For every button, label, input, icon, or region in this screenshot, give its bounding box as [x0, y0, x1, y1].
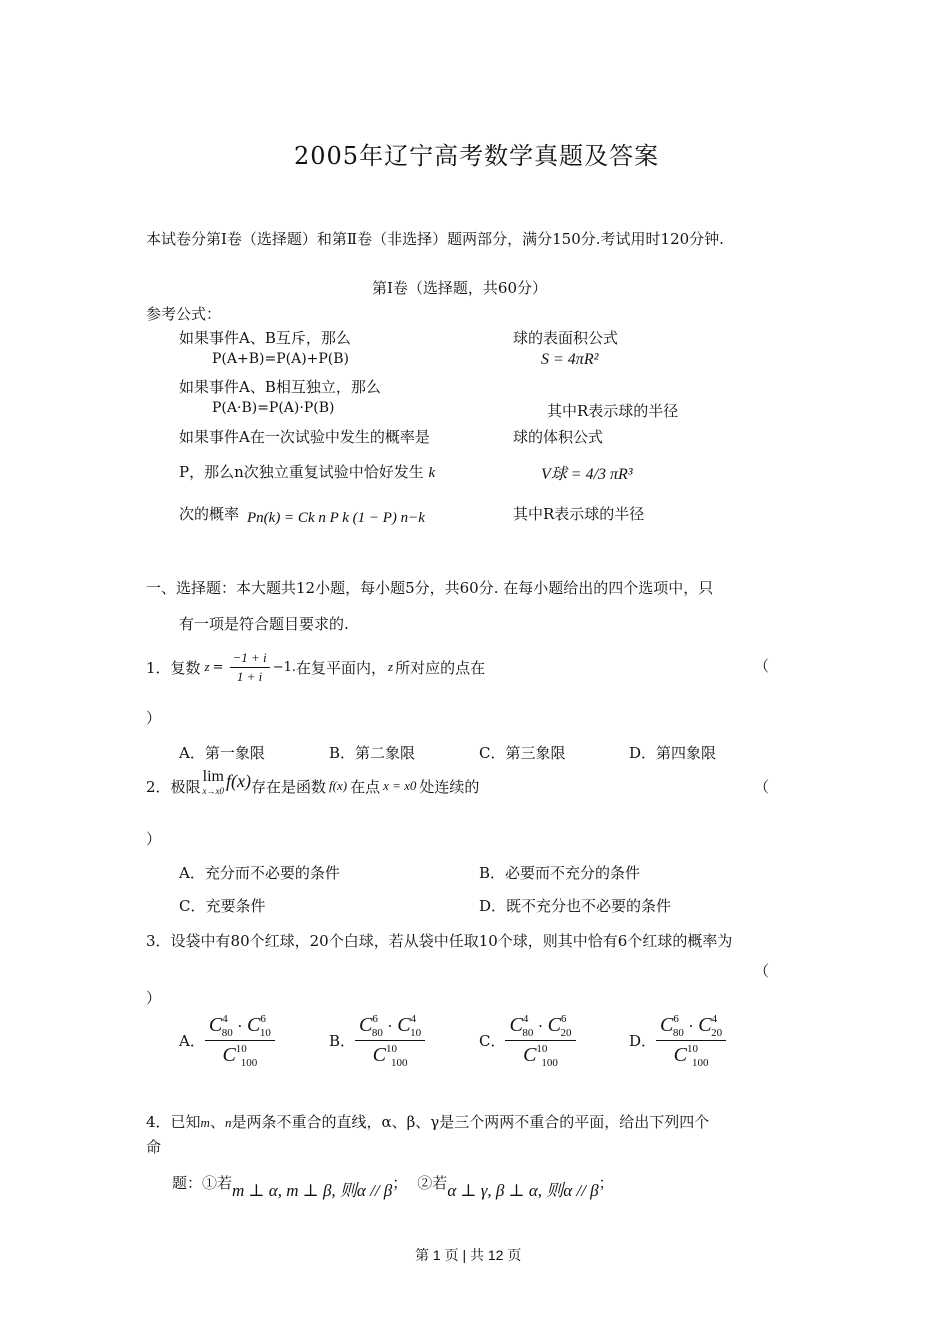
- q2-xeq: x = x0: [383, 778, 417, 793]
- sphere-area-formula: S = 4πR²: [541, 351, 599, 368]
- q4-semi1: ；: [392, 1174, 408, 1192]
- formula-binomial-text: Pn(k) = Ck n P k (1 − P) n−k: [247, 510, 425, 526]
- formula-trial-k: k: [428, 465, 436, 481]
- section1-heading: 第Ⅰ卷（选择题，共60分）: [372, 279, 548, 297]
- q2-fx: f(x): [226, 771, 252, 791]
- q4-line2: 命: [146, 1138, 162, 1156]
- q3-option-c-letter: C．: [479, 1032, 506, 1050]
- page-footer: 第 1 页 | 共 12 页: [415, 1247, 522, 1263]
- question-2: [146, 768, 479, 797]
- q2-mid: 存在是函数: [251, 778, 327, 796]
- q1-eq: =: [212, 659, 224, 675]
- q4-rest: 是两条不重合的直线，α、β、γ是三个两两不重合的平面，给出下列四个: [231, 1113, 710, 1131]
- q4-n: n: [224, 1115, 232, 1130]
- q4-prop2: α ⊥ γ, β ⊥ α, 则α // β: [447, 1181, 599, 1200]
- q3-option-d: [629, 1014, 726, 1067]
- formula-mutex: 如果事件A、B互斥，那么: [179, 329, 351, 347]
- q2-option-d: D．既不充分也不必要的条件: [479, 897, 672, 915]
- q4-lead: 4．已知: [146, 1113, 201, 1131]
- q4-prop2-label: ②若: [417, 1174, 448, 1192]
- q3-option-a-fraction: $\frac{C^4_{80} \cdot C^6_{10}}{C^{10}_{100}}$: [205, 1014, 275, 1067]
- q4-prop1-label: 题：①若: [172, 1174, 233, 1192]
- question-1: [146, 650, 485, 684]
- q2-prefix: 2．极限: [146, 778, 201, 796]
- formula-trial-line2-text: P，那么n次独立重复试验中恰好发生: [179, 463, 424, 481]
- question-4: [146, 1111, 709, 1132]
- q2-paren-close: ）: [146, 830, 162, 848]
- intro-text: 本试卷分第Ⅰ卷（选择题）和第Ⅱ卷（非选择）题两部分，满分150分.考试用时120分钟.: [146, 230, 724, 248]
- q2-option-b: B．必要而不充分的条件: [479, 864, 641, 882]
- q3-option-b: [329, 1014, 425, 1067]
- q1-option-b: B．第二象限: [329, 744, 416, 762]
- q2-suffix: 处连续的: [419, 778, 480, 796]
- q3-option-b-letter: B．: [329, 1032, 356, 1050]
- q3-paren-open: （: [754, 962, 770, 980]
- part1-instructions-line2: 有一项是符合题目要求的.: [179, 615, 349, 633]
- q1-z: z: [204, 659, 210, 675]
- sphere-volume-label: 球的体积公式: [513, 428, 604, 446]
- formula-trial-line3: 次的概率: [179, 505, 240, 523]
- q2-paren-open: （: [754, 778, 770, 796]
- q2-option-c: C．充要条件: [179, 897, 266, 915]
- question-3: 3．设袋中有80个红球，20个白球，若从袋中任取10个球，则其中恰有6个红球的概率为: [146, 932, 733, 950]
- formula-trial-line1: 如果事件A在一次试验中发生的概率是: [179, 428, 430, 446]
- q4-semi2: ；: [598, 1174, 614, 1192]
- q3-option-d-fraction: $\frac{C^6_{80} \cdot C^4_{20}}{C^{10}_{100}}$: [656, 1014, 726, 1067]
- q1-paren-close: ）: [146, 709, 162, 727]
- q1-prefix: 1．复数: [146, 658, 201, 677]
- formula-mutex-eq: P(A+B)=P(A)+P(B): [212, 351, 350, 367]
- q3-option-a: [179, 1014, 275, 1067]
- q2-fx2: f(x): [329, 778, 348, 793]
- q3-option-d-letter: D．: [629, 1032, 657, 1050]
- q4-prop1: m ⊥ α, m ⊥ β, 则α // β: [232, 1181, 393, 1200]
- q3-option-a-letter: A．: [179, 1032, 205, 1050]
- formulas-heading: 参考公式：: [146, 305, 222, 323]
- q1-numerator: −1 + i: [230, 650, 270, 668]
- q3-option-c-fraction: $\frac{C^4_{80} \cdot C^6_{20}}{C^{10}_{100}}$: [505, 1014, 575, 1067]
- q1-denominator: 1 + i: [236, 668, 263, 684]
- q1-fraction: [230, 650, 270, 684]
- q3-paren-close: ）: [146, 989, 162, 1007]
- q2-mid2: 在点: [350, 778, 381, 796]
- q1-option-c: C．第三象限: [479, 744, 566, 762]
- sphere-volume-formula: V球 = 4/3 πR³: [541, 466, 633, 483]
- formula-trial-line2: [179, 461, 435, 482]
- q1-suffix: 在复平面内，: [295, 658, 386, 677]
- q1-option-a: A．第一象限: [179, 744, 265, 762]
- q4-sep: 、: [209, 1113, 225, 1131]
- q1-paren-open: （: [754, 657, 770, 675]
- q2-limit: [203, 768, 225, 796]
- page-title: 2005年辽宁高考数学真题及答案: [294, 142, 660, 170]
- formula-indep-eq: P(A·B)=P(A)·P(B): [212, 400, 335, 416]
- formula-binomial: [247, 510, 425, 527]
- radius-note-2: 其中R表示球的半径: [513, 505, 645, 523]
- radius-note-1: 其中R表示球的半径: [547, 402, 679, 420]
- q3-option-b-fraction: $\frac{C^6_{80} \cdot C^4_{10}}{C^{10}_{100}}$: [355, 1014, 425, 1067]
- q2-option-a: A．充分而不必要的条件: [179, 864, 340, 882]
- part1-instructions-line1: 一、选择题：本大题共12小题，每小题5分，共60分. 在每小题给出的四个选项中，只: [146, 579, 714, 597]
- q1-option-d: D．第四象限: [629, 744, 717, 762]
- q3-option-c: [479, 1014, 576, 1067]
- q2-lim: lim: [202, 768, 224, 785]
- sphere-area-label: 球的表面积公式: [513, 329, 619, 347]
- formula-indep: 如果事件A、B相互独立，那么: [179, 378, 381, 396]
- q2-lim-sub: x→x0: [202, 786, 225, 796]
- q4-m: m: [200, 1115, 210, 1130]
- q1-suffix2: 所对应的点在: [395, 658, 486, 677]
- q4-props: [172, 1164, 614, 1201]
- q1-minus: −1.: [272, 659, 296, 675]
- q1-z2: z: [388, 659, 394, 675]
